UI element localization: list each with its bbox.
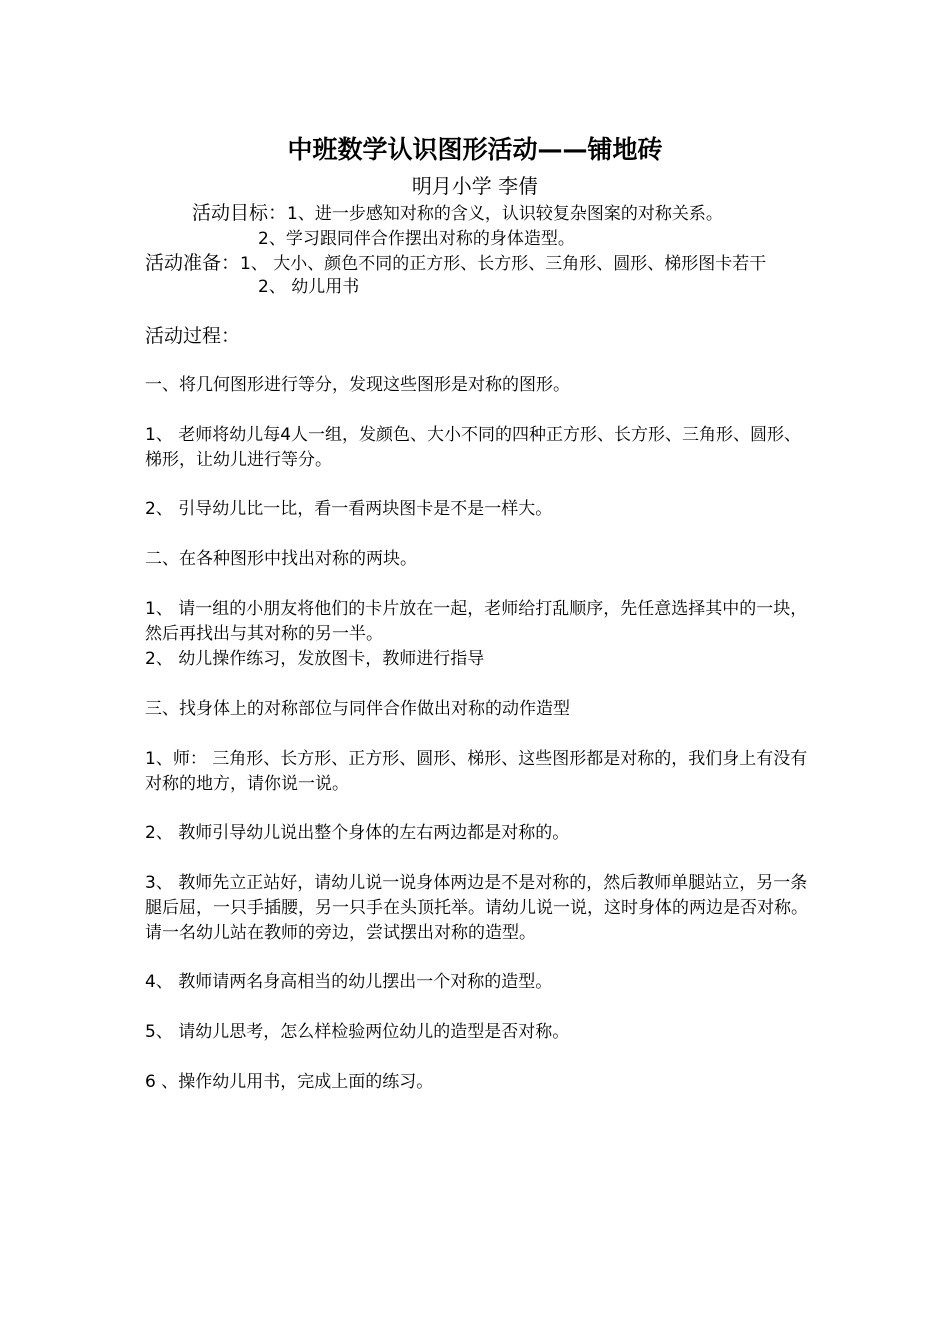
prep-row bbox=[145, 251, 766, 276]
prep-label: 活动准备： bbox=[145, 252, 241, 274]
document-title: 中班数学认识图形活动——铺地砖 bbox=[287, 135, 663, 164]
author-line: 明月小学 李倩 bbox=[411, 174, 539, 198]
list-item: 6 、操作幼儿用书，完成上面的练习。 bbox=[145, 1072, 434, 1092]
list-item: 2、 引导幼儿比一比，看一看两块图卡是不是一样大。 bbox=[145, 499, 553, 519]
list-item: 1、师： 三角形、长方形、正方形、圆形、梯形、这些图形都是对称的，我们身上有没有对称的地方，请你说一说。 bbox=[145, 749, 808, 794]
list-item: 3、 教师先立正站好，请幼儿说一说身体两边是不是对称的，然后教师单腿站立，另一条腿后屈，一只手插腰，另一只手在头顶托举。请幼儿说一说，这时身体的两边是否对称。请一名幼儿站在教师的旁边，尝试摆出对称的造型。 bbox=[145, 873, 808, 943]
list-item: 5、 请幼儿思考，怎么样检验两位幼儿的造型是否对称。 bbox=[145, 1022, 570, 1042]
goals-label: 活动目标： bbox=[192, 202, 288, 224]
prep-item-1: 1、 大小、颜色不同的正方形、长方形、三角形、圆形、梯形图卡若干 bbox=[240, 254, 767, 274]
section-heading: 三、找身体上的对称部位与同伴合作做出对称的动作造型 bbox=[145, 699, 570, 719]
process-label: 活动过程： bbox=[145, 325, 241, 347]
prep-item-2: 2、 幼儿用书 bbox=[258, 277, 360, 297]
list-item: 2、 幼儿操作练习，发放图卡，教师进行指导 bbox=[145, 649, 485, 669]
section-heading: 一、将几何图形进行等分，发现这些图形是对称的图形。 bbox=[145, 375, 570, 395]
list-item: 1、 请一组的小朋友将他们的卡片放在一起，老师给打乱顺序，先任意选择其中的一块，然后再找出与其对称的另一半。 bbox=[145, 599, 808, 644]
list-item: 1、 老师将幼儿每4人一组，发颜色、大小不同的四种正方形、长方形、三角形、圆形、梯形，让幼儿进行等分。 bbox=[145, 425, 802, 470]
list-item: 4、 教师请两名身高相当的幼儿摆出一个对称的造型。 bbox=[145, 972, 553, 992]
section-heading: 二、在各种图形中找出对称的两块。 bbox=[145, 549, 417, 569]
goal-item-2: 2、学习跟同伴合作摆出对称的身体造型。 bbox=[258, 229, 575, 249]
goals-row bbox=[192, 201, 723, 226]
list-item: 2、 教师引导幼儿说出整个身体的左右两边都是对称的。 bbox=[145, 823, 570, 843]
goal-item-1: 1、进一步感知对称的含义，认识较复杂图案的对称关系。 bbox=[287, 204, 723, 224]
